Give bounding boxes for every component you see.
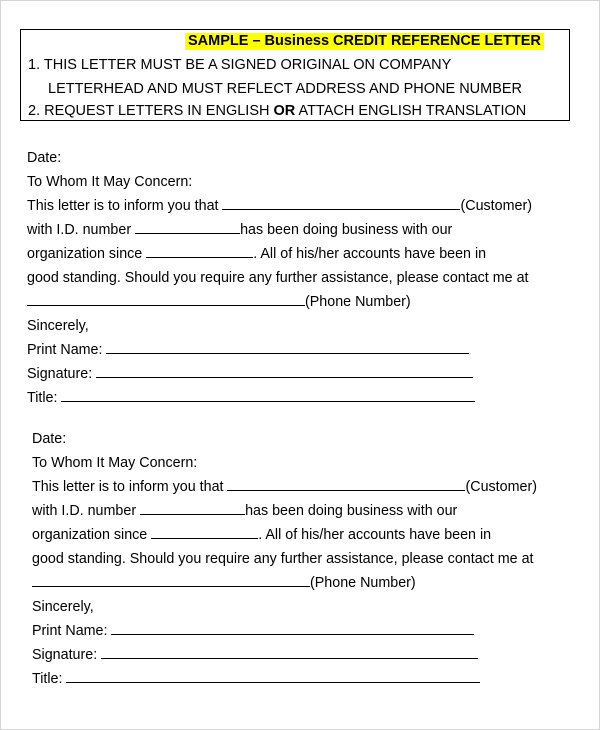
customer-label: (Customer) (465, 479, 537, 495)
print-name-line (27, 340, 469, 360)
title-line (27, 388, 475, 408)
accounts-text: . All of his/her accounts have been in (253, 246, 487, 262)
signature-blank[interactable] (101, 645, 478, 659)
inform-line (32, 477, 537, 497)
title-blank[interactable] (61, 388, 475, 402)
title-blank[interactable] (66, 669, 480, 683)
customer-label: (Customer) (460, 198, 532, 214)
inform-line (27, 196, 532, 216)
title-line (32, 669, 480, 689)
id-number-blank[interactable] (135, 220, 240, 234)
instruction-line-2: LETTERHEAD AND MUST REFLECT ADDRESS AND PHONE NUMBER (48, 81, 523, 97)
inform-text: This letter is to inform you that (27, 198, 219, 214)
instructions-box (20, 29, 570, 121)
date-label: Date: (27, 150, 62, 166)
since-date-blank[interactable] (146, 244, 253, 258)
title-label: Title: (27, 390, 58, 406)
signature-line (32, 645, 478, 665)
print-name-blank[interactable] (106, 340, 469, 354)
instruction-line-3-start: 2. REQUEST LETTERS IN ENGLISH (28, 103, 274, 119)
id-line (27, 220, 452, 240)
title-label: Title: (32, 671, 63, 687)
print-name-blank[interactable] (111, 621, 474, 635)
organization-text: organization since (27, 246, 143, 262)
signature-blank[interactable] (96, 364, 473, 378)
instruction-line-3-emphasis: OR (273, 103, 296, 119)
phone-line (32, 573, 416, 593)
business-text: has been doing business with our (240, 222, 453, 238)
instructions-title: SAMPLE – Business CREDIT REFERENCE LETTER (185, 33, 544, 50)
organization-text: organization since (32, 527, 148, 543)
organization-line (32, 525, 491, 545)
organization-line (27, 244, 486, 264)
since-date-blank[interactable] (151, 525, 258, 539)
signature-line (27, 364, 473, 384)
id-text: with I.D. number (32, 503, 137, 519)
phone-label: (Phone Number) (310, 575, 416, 591)
standing-line: good standing. Should you require any further assistance, please contact me at (27, 270, 529, 286)
signature-label: Signature: (27, 366, 93, 382)
customer-blank[interactable] (222, 196, 460, 210)
phone-label: (Phone Number) (305, 294, 411, 310)
phone-blank[interactable] (32, 573, 310, 587)
business-text: has been doing business with our (245, 503, 458, 519)
print-name-label: Print Name: (32, 623, 108, 639)
salutation: To Whom It May Concern: (27, 174, 193, 190)
standing-line: good standing. Should you require any further assistance, please contact me at (32, 551, 534, 567)
phone-line (27, 292, 411, 312)
salutation: To Whom It May Concern: (32, 455, 198, 471)
inform-text: This letter is to inform you that (32, 479, 224, 495)
id-text: with I.D. number (27, 222, 132, 238)
id-line (32, 501, 457, 521)
closing: Sincerely, (32, 599, 94, 615)
phone-blank[interactable] (27, 292, 305, 306)
instruction-line-3 (28, 102, 526, 120)
closing: Sincerely, (27, 318, 89, 334)
date-label: Date: (32, 431, 67, 447)
print-name-line (32, 621, 474, 641)
accounts-text: . All of his/her accounts have been in (258, 527, 492, 543)
instruction-line-3-end: ATTACH ENGLISH TRANSLATION (295, 103, 527, 119)
id-number-blank[interactable] (140, 501, 245, 515)
customer-blank[interactable] (227, 477, 465, 491)
instruction-line-1: 1. THIS LETTER MUST BE A SIGNED ORIGINAL ON COMPANY (28, 57, 452, 73)
signature-label: Signature: (32, 647, 98, 663)
print-name-label: Print Name: (27, 342, 103, 358)
